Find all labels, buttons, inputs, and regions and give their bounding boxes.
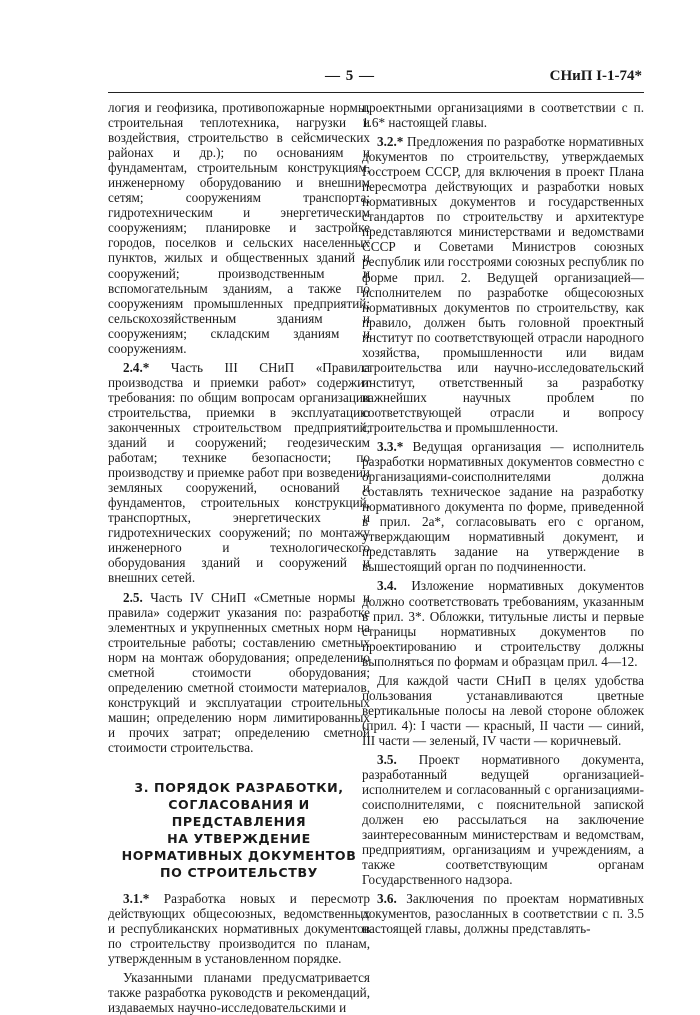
section-heading bbox=[108, 779, 370, 881]
left-column bbox=[108, 100, 370, 1015]
clause-number: 3.3.* bbox=[377, 439, 404, 455]
section-heading-line: 3. ПОРЯДОК РАЗРАБОТКИ, bbox=[134, 780, 344, 796]
clause-text: Часть IV СНиП «Сметные нормы и правила» содержит указания по: разработке элементных и укрупненных сметных норм на строительные работы; составлению сметных норм на монтаж оборудования; определению сметной стоимости оборудования; определению сметной стоимости материалов, конструкций и эксплуатации строительных машин; определению норм лимитированных и прочих затрат; определению сметной стоимости строительства. bbox=[108, 589, 370, 755]
page-header bbox=[0, 68, 700, 90]
section-heading-line: СОГЛАСОВАНИЯ И ПРЕДСТАВЛЕНИЯ bbox=[168, 797, 310, 830]
clause-number: 3.1.* bbox=[123, 891, 150, 907]
clause-2-5 bbox=[108, 590, 370, 756]
paragraph: логия и геофизика, противопожарные нормы, строительная теплотехника, нагрузки и воздействия, строительство в сейсмических районах и др.); по основаниям и фундаментам, строительным конструкциям, инженерному оборудованию и внешним сетям; сооружениям транспорта; гидротехническим и энергетическим сооружениям; планировке и застройке городов, поселков и сельских населенных пунктов, жилых и общественных зданий и сооружений; производственным и вспомогательным зданиям, а также по сооружениям промышленных предприятий; сельскохозяйственным зданиям и сооружениям; складским зданиям и сооружениям. bbox=[108, 100, 370, 356]
clause-number: 3.5. bbox=[377, 751, 397, 767]
clause-3-6 bbox=[362, 891, 644, 936]
right-column bbox=[362, 100, 644, 937]
paragraph: проектными организациями в соответствии с п. 1.6* настоящей главы. bbox=[362, 100, 644, 131]
page-number: — 5 — bbox=[325, 68, 375, 84]
clause-text: Проект нормативного документа, разработанный ведущей организацией-исполнителем и согласованный с организациями-соисполнителями, с пояснительной запиской должен ею рассылаться на заключение заинтересованным министерствам и ведомствам, предприятиям, организациям и учреждениям, а также соответствующим органам Государственного надзора. bbox=[362, 751, 644, 888]
clause-text: Ведущая организация — исполнитель разработки нормативных документов совместно с организациями-соисполнителями должна составлять техническое задание на разработку нормативного документа по форме, приведенной в прил. 2а*, согласовывать его с органом, утверждающим нормативный документ, и представлять задание на утверждение в вышестоящий орган по подчиненности. bbox=[362, 439, 644, 575]
clause-text: Изложение нормативных документов должно соответствовать требованиям, указанным в прил. 3*. Обложки, титульные листы и первые страницы нормативных документов по проектированию и строительству должны выполняться по формам и образцам прил. 4—12. bbox=[362, 578, 644, 669]
section-heading-line: ПО СТРОИТЕЛЬСТВУ bbox=[160, 865, 318, 881]
paragraph: Указанными планами предусматривается также разработка руководств и рекомендаций, издаваемых научно-исследовательскими и bbox=[108, 970, 370, 1015]
paragraph: Для каждой части СНиП в целях удобства пользования устанавливаются цветные вертикальные полосы на левой стороне обложек (прил. 4): I части — красный, II части — синий, III части — зеленый, IV части — коричневый. bbox=[362, 672, 644, 748]
clause-text: Часть III СНиП «Правила производства и приемки работ» содержит требования: по общим вопросам организации строительства, приемки в эксплуатацию законченных строительством предприятий, зданий и сооружений; геодезическим работам; технике безопасности; по производству и приемке работ при возведении земляных сооружений, оснований и фундаментов, строительных конструкций, транспортных, энергетических и гидротехнических сооружений; по монтажу инженерного и технологического оборудования зданий и сооружений и внешних сетей. bbox=[108, 359, 370, 586]
document-code: СНиП I-1-74* bbox=[549, 68, 642, 84]
clause-text: Разработка новых и пересмотр действующих общесоюзных, ведомственных и республиканских нормативных документов по строительству производится по планам, утвержденным в установленном порядке. bbox=[108, 891, 370, 967]
clause-3-4 bbox=[362, 578, 644, 668]
section-heading-line: НА УТВЕРЖДЕНИЕ bbox=[167, 831, 311, 847]
section-heading-line: НОРМАТИВНЫХ ДОКУМЕНТОВ bbox=[121, 848, 357, 864]
clause-number: 3.2.* bbox=[377, 134, 404, 150]
clause-3-2 bbox=[362, 134, 644, 435]
clause-2-4 bbox=[108, 360, 370, 586]
clause-number: 3.4. bbox=[377, 578, 397, 594]
clause-3-5 bbox=[362, 752, 644, 887]
clause-number: 2.5. bbox=[123, 589, 143, 605]
clause-number: 3.6. bbox=[377, 891, 397, 907]
header-rule bbox=[108, 92, 644, 93]
clause-number: 2.4.* bbox=[123, 359, 150, 375]
clause-text: Заключения по проектам нормативных документов, разосланных в соответствии с п. 3.5 настоящей главы, должны представлять- bbox=[362, 891, 644, 937]
clause-text: Предложения по разработке нормативных документов по строительству, утверждаемых Госстроем СССР, для включения в проект Плана пересмотра действующих и разработки новых нормативных документов и государственных стандартов по строительству и архитектуре представляются министерствами и ведомствами СССР и Советами Министров союзных республик или госстроями союзных республик по форме прил. 2. Ведущей организацией—исполнителем по разработке общесоюзных нормативных документов по строительству, как правило, должен быть головной проектный институт по соответствующей отрасли народного хозяйства, промышленности или видам строительства или научно-исследовательский институт, ответственный за разработку важнейших научных проблем по соответствующей отрасли и вопросу строительства и промышленности. bbox=[362, 134, 644, 435]
clause-3-3 bbox=[362, 439, 644, 574]
clause-3-1 bbox=[108, 891, 370, 966]
